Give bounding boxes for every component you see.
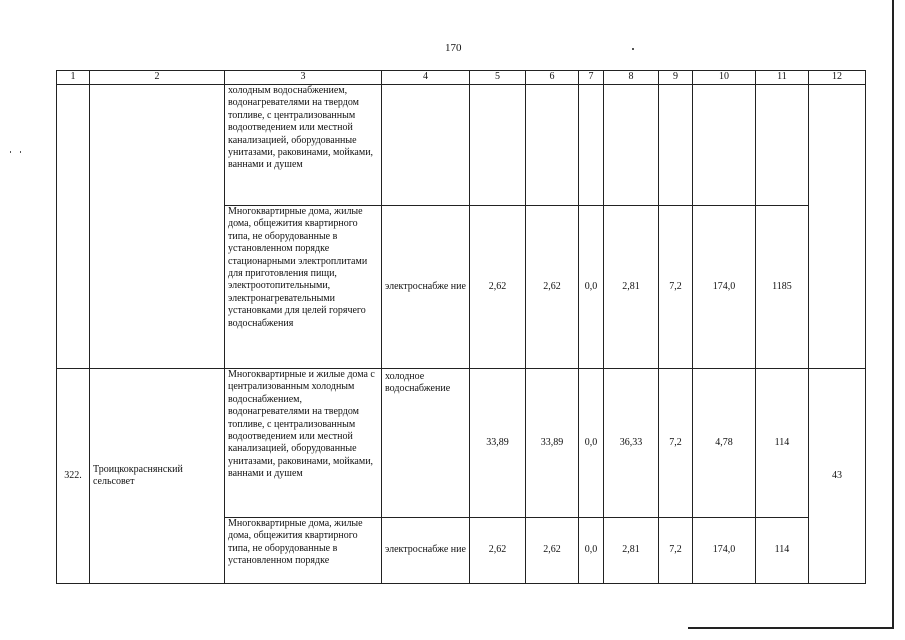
- cell-c8: 2,81: [604, 518, 659, 584]
- cell-service: электроснабже ние: [382, 206, 470, 369]
- scan-speck: [20, 151, 21, 153]
- cell-c6: 33,89: [526, 369, 579, 518]
- col-header: 3: [225, 71, 382, 85]
- cell-c10: 4,78: [693, 369, 756, 518]
- cell-c10: 174,0: [693, 206, 756, 369]
- col-header: 5: [470, 71, 526, 85]
- cell-c8: [604, 85, 659, 206]
- cell-settlement: [90, 85, 225, 369]
- cell-index: 322.: [57, 369, 90, 584]
- cell-c8: 2,81: [604, 206, 659, 369]
- scan-speck: [632, 48, 634, 50]
- cell-index: [57, 85, 90, 369]
- cell-settlement: Троицкокраснянский сельсовет: [90, 369, 225, 584]
- scan-edge-bottom: [688, 627, 894, 629]
- cell-c5: 2,62: [470, 518, 526, 584]
- col-header: 7: [579, 71, 604, 85]
- cell-description: Многоквартирные дома, жилые дома, общежития квартирного типа, не оборудованные в установленном порядке: [225, 518, 382, 584]
- cell-c11: 1185: [756, 206, 809, 369]
- table-row: [57, 85, 866, 206]
- tariff-table: [56, 70, 866, 584]
- col-header: 9: [659, 71, 693, 85]
- cell-c9: 7,2: [659, 369, 693, 518]
- cell-c9: 7,2: [659, 518, 693, 584]
- cell-c5: [470, 85, 526, 206]
- cell-c7: 0,0: [579, 206, 604, 369]
- cell-c6: [526, 85, 579, 206]
- cell-c12: 43: [809, 369, 866, 584]
- cell-description: Многоквартирные дома, жилые дома, общежития квартирного типа, не оборудованные в установленном порядке стационарными электроплитами для приготовления пищи, электроотопительными, электронагревательными установками для целей горячего водоснабжения: [225, 206, 382, 369]
- col-header: 11: [756, 71, 809, 85]
- cell-c12: [809, 85, 866, 369]
- cell-c5: 33,89: [470, 369, 526, 518]
- cell-service: [382, 85, 470, 206]
- cell-c9: 7,2: [659, 206, 693, 369]
- cell-c10: 174,0: [693, 518, 756, 584]
- col-header: 12: [809, 71, 866, 85]
- col-header: 6: [526, 71, 579, 85]
- cell-c6: 2,62: [526, 518, 579, 584]
- col-header: 8: [604, 71, 659, 85]
- col-header: 2: [90, 71, 225, 85]
- cell-c7: 0,0: [579, 369, 604, 518]
- col-header: 1: [57, 71, 90, 85]
- column-number-row: [57, 71, 866, 85]
- cell-c5: 2,62: [470, 206, 526, 369]
- col-header: 10: [693, 71, 756, 85]
- cell-service: холодное водоснабжение: [382, 369, 470, 518]
- scan-edge-right: [892, 0, 894, 629]
- cell-description: холодным водоснабжением, водонагревателями на твердом топливе, с централизованным водоотведением или местной канализацией, оборудованные унитазами, раковинами, мойками, ваннами и душем: [225, 85, 382, 206]
- scan-speck: [10, 151, 11, 153]
- cell-c7: 0,0: [579, 518, 604, 584]
- cell-c11: 114: [756, 518, 809, 584]
- cell-c6: 2,62: [526, 206, 579, 369]
- cell-c10: [693, 85, 756, 206]
- cell-c9: [659, 85, 693, 206]
- cell-c11: [756, 85, 809, 206]
- page-number: 170: [445, 42, 462, 54]
- cell-c8: 36,33: [604, 369, 659, 518]
- cell-c7: [579, 85, 604, 206]
- table-row: [57, 369, 866, 518]
- cell-service: электроснабже ние: [382, 518, 470, 584]
- cell-description: Многоквартирные и жилые дома с централизованным холодным водоснабжением, водонагревателями на твердом топливе, с централизованным водоотведением или местной канализацией, оборудованные унитазами, раковинами, мойками, ваннами и душем: [225, 369, 382, 518]
- cell-c11: 114: [756, 369, 809, 518]
- col-header: 4: [382, 71, 470, 85]
